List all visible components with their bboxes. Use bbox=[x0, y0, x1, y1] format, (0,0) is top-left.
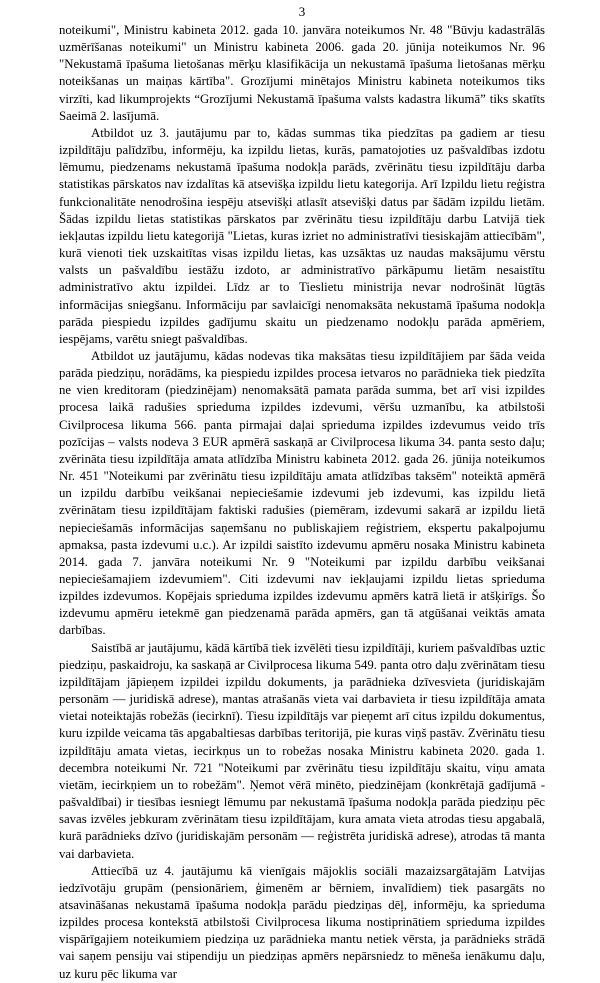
paragraph-bailiff-selection: Saistībā ar jautājumu, kādā kārtībā tiek izvēlēti tiesu izpildītāji, kuriem pašvaldības uztic piedziņu, paskaidroju, ka saskaņā ar Civilprocesa likuma 549. panta otro daļu zvērinātam tiesu izpildītājam jāpieņem izpildei izpildu dokuments, ja parādnieka dzīvesvieta (juridiskajām personām — juridiskā adrese), mantas atrašanās vieta vai darbavieta ir tiesu izpildītāja amata vietai noteiktajās robežās (iecirknī). Tiesu izpildītājs var pieņemt arī citus izpildu dokumentus, kuru izpilde veicama tās apgabaltiesas darbības teritorijā, pie kuras viņš pastāv. Zvērinātu tiesu izpildītāju amata vietas, iecirkņus un to robežas nosaka Ministru kabineta 2020. gada 1. decembra noteikumi Nr. 721 "Noteikumi par zvērinātu tiesu izpildītāju skaitu, viņu amata vietām, iecirkņiem un to robežām". Ņemot vērā minēto, piedzinējam (konkrētajā gadījumā - pašvaldībai) ir tiesības iesniegt lēmumu par nekustamā īpašuma nodokļa parāda piedziņu pēc savas izvēles jebkuram zvērinātam tiesu izpildītājam, kura amata vieta atrodas tiesu apgabalā, kurā parādnieks dzīvo (juridiskajām personām — reģistrēta juridiskā adrese), atrodas tā manta vai darbavieta. bbox=[59, 640, 546, 861]
paragraph-cadastre-regulations: noteikumi", Ministru kabineta 2012. gada 10. janvāra noteikumos Nr. 48 "Būvju kadastrālās uzmērīšanas noteikumi" un Ministru kabineta 2006. gada 20. jūnija noteikumos Nr. 96 "Nekustamā īpašuma lietošanas mērķu klasifikācija un nekustamā īpašuma lietošanas mērķu noteikšanas un maiņas kārtība". Grozījumi minētajos Ministru kabineta noteikumos tiks virzīti, kad likumprojekts “Grozījumi Nekustamā īpašuma valsts kadastra likumā” tiks skatīts Saeimā 2. lasījumā. bbox=[59, 23, 545, 123]
paragraph-question-3-amounts: Atbildot uz 3. jautājumu par to, kādas summas tika piedzītas pa gadiem ar tiesu izpildītāju palīdzību, informēju, ka izpildu lietas, kurās, pamatojoties uz pašvaldības izdotu lēmumu, piedzenams nekustamā īpašuma nodokļa parāds, zvērinātu tiesu izpildītāju darba statistikas pārskatos nav izdalītas kā atsevišķa izpildu lietu kategorija. Arī Izpildu lietu reģistra funkcionalitāte nenodrošina iespēju atsevišķi atlasīt atsevišķi datus par šādām izpildu lietām. Šādas izpildu lietas statistikas pārskatos par zvērinātu tiesu izpildītāju darbu Latvijā tiek iekļautas izpildu lietu kategorijā "Lietas, kuras izriet no administratīvi tiesiskajām attiecībām", kurā vienoti tiek uzskaitītas visas izpildu lietas, kas uzsāktas uz naudas maksājumu vērstu valsts un pašvaldību iestāžu izdoto, ar administratīvo pārkāpumu lietām nesaistītu administratīvo aktu izpildei. Līdz ar to Tieslietu ministrija nevar nodrošināt lūgtās informācijas sniegšanu. Informāciju par savlaicīgi nenomaksāta nekustamā īpašuma nodokļa parāda piespiedu izpildes gadījumu skaitu un piedzenamo nodokļu parāda apmēriem, iespējams, varētu sniegt pašvaldības. bbox=[59, 125, 545, 346]
document-page bbox=[59, 0, 546, 981]
page-number: 3 bbox=[298, 4, 306, 19]
paragraph-question-4-housing: Attiecībā uz 4. jautājumu kā vienīgais mājoklis sociāli mazaizsargātajām Latvijas iedzīvotāju grupām (pensionāriem, ģimenēm ar bērniem, invalīdiem) tiek pasargāts no atsavināšanas nekustamā īpašuma nodokļa parādu piedziņas dēļ, informēju, ka sprieduma izpildes procesa kontekstā atbilstoši Civilprocesa likuma nostiprinātiem sprieduma izpildes vispārīgajiem noteikumiem piedziņa uz parādnieka mantu netiek vērsta, ja parādnieks strādā vai saņem pensiju vai stipendiju un piedziņas apmērs nepārsniedz to mēneša ienākumu daļu, uz kuru pēc likuma var bbox=[59, 863, 545, 981]
paragraph-fees: Atbildot uz jautājumu, kādas nodevas tika maksātas tiesu izpildītājiem par šāda veida parāda piedziņu, norādāms, ka piespiedu izpildes procesa ietvaros no parādnieka tiek piedzīta ne vien kreditoram (piedzinējam) nenomaksātā pamata parāda summa, bet arī visi izpildes procesa laikā radušies sprieduma izpildes izdevumi, vēršu uzmanību, ka atbilstoši Civilprocesa likuma 566. panta pirmajai daļai sprieduma izpildes izdevumus veido trīs pozīcijas – valsts nodeva 3 EUR apmērā saskaņā ar Civilprocesa likuma 34. panta sesto daļu; zvērināta tiesu izpildītāja amata atlīdzība Ministru kabineta 2012. gada 26. jūnija noteikumos Nr. 451 "Noteikumi par zvērinātu tiesu izpildītāju amata atlīdzības taksēm" noteiktā apmērā un izpildu darbību veikšanai nepieciešamie izdevumi jeb izdevumi, kas izpildu lietā zvērinātam tiesu izpildītājam faktiski radušies (piemēram, izdevumi sakarā ar izpildu lietā nepieciešamās informācijas saņemšanu no publiskajiem reģistriem, ekspertu pakalpojumu apmaksa, pasta izdevumi u.c.). Ar izpildi saistīto izdevumu apmēru nosaka Ministru kabineta 2014. gada 7. janvāra noteikumi Nr. 9 "Noteikumi par izpildu darbību veikšanai nepieciešamajiem izdevumiem". Citi izdevumi nav iekļaujami izpildu lietas sprieduma izpildes izdevumos. Kopējais sprieduma izpildes izdevumu apmērs katrā lietā ir atšķirīgs. Šo izdevumu apmēru ietekmē gan piedzenamā parāda apmērs, gan tā atgūšanai veiktās amata darbības. bbox=[59, 348, 545, 638]
document-body bbox=[59, 22, 545, 983]
